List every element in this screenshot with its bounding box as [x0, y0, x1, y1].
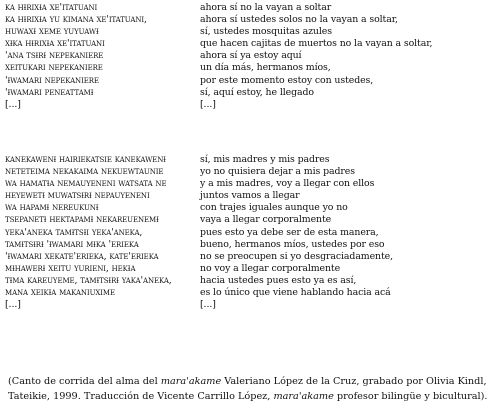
huichol-line: ka hɨrixɨa xe'itatuani — [5, 2, 98, 13]
spanish-line: ahora sí no la vayan a soltar — [200, 2, 332, 13]
huichol-line: neteteima nekakaima nekuewtaunie — [5, 166, 164, 178]
huichol-line: 'ɨwamari xekate'erieka, kate'erieka — [5, 250, 159, 262]
huichol-line: tsepanetɨ hektapamɨ nekareuenemɨ — [5, 214, 159, 226]
spanish-line: sí, aquí estoy, he llegado — [200, 86, 314, 98]
huichol-line: 'ɨwamari peneattamɨ — [5, 86, 94, 98]
spanish-line: no se preocupen si yo desgraciadamente, — [200, 250, 393, 262]
huichol-line: kanekawenɨ hairiekatsie kanekawenɨ — [5, 154, 166, 165]
huichol-line: xɨka hɨrixɨa xe'itatuani — [5, 38, 105, 50]
huichol-stanza-1 — [5, 2, 147, 111]
caption-text-2: Valeriano López de la Cruz, grabado por Olivia Kindl, Tateikie, 1999. Traducción de Vicente Carrillo López, — [8, 376, 487, 402]
spanish-line: y a mis madres, voy a llegar con ellos — [200, 178, 375, 190]
huichol-line: wa hapamɨ nereukunɨ — [5, 202, 99, 214]
spanish-line: [...] — [200, 98, 216, 110]
song-caption — [8, 375, 496, 404]
huichol-line: tamɨtsɨrɨ 'ɨwamari mɨka 'erieka — [5, 238, 139, 250]
huichol-line: xeitukari nepekaniere — [5, 62, 103, 74]
caption-text-3: profesor bilingüe y bicultural). — [333, 390, 488, 402]
spanish-line: es lo único que viene hablando hacia acá — [200, 287, 391, 299]
huichol-line: wa hamatɨa nemauyeneni watsata ne — [5, 178, 167, 190]
huichol-line: yeka'aneka tamɨtsɨi yeka'aneka, — [5, 226, 143, 238]
huichol-line: tɨma kareuyeme, tamɨtsɨrɨ yaka'aneka, — [5, 274, 172, 286]
huichol-line: ka hɨrixɨa yu kimana xe'itatuani, — [5, 14, 147, 26]
caption-term-1: mara'akame — [160, 376, 222, 387]
spanish-line: ahora sí ya estoy aquí — [200, 50, 302, 62]
spanish-stanza-2 — [200, 154, 393, 311]
spanish-line: pues esto ya debe ser de esta manera, — [200, 226, 379, 238]
huichol-line: [...] — [5, 299, 21, 311]
huichol-stanza-2 — [5, 154, 172, 311]
spanish-line: yo no quisiera dejar a mis padres — [200, 166, 355, 178]
huichol-line: huwaxɨ xeme yuyuawɨ — [5, 26, 99, 38]
huichol-line: [...] — [5, 98, 21, 110]
huichol-line: 'ana tsɨrɨ nepekaniere — [5, 50, 104, 62]
spanish-line: un día más, hermanos míos, — [200, 62, 331, 74]
spanish-line: ahora sí ustedes solos no la vayan a soltar, — [200, 14, 398, 26]
huichol-line: mɨhawerɨ xeitu yurieni, hekɨa — [5, 262, 136, 274]
spanish-line: [...] — [200, 299, 216, 311]
spanish-line: con trajes iguales aunque yo no — [200, 202, 348, 214]
spanish-line: sí, mis madres y mis padres — [200, 154, 330, 165]
huichol-line: mana xeikɨa makaniuxime — [5, 287, 116, 299]
caption-term-2: mara'akame — [273, 390, 334, 402]
spanish-line: sí, ustedes mosquitas azules — [200, 26, 332, 38]
huichol-line: heyewetɨ muwatsɨrɨ nepauyeneni — [5, 190, 150, 202]
huichol-line: 'ɨwamari nepekaniere — [5, 74, 99, 86]
spanish-line: vaya a llegar corporalmente — [200, 214, 332, 226]
spanish-line: juntos vamos a llegar — [200, 190, 300, 202]
spanish-line: no voy a llegar corporalmente — [200, 262, 341, 274]
spanish-line: por este momento estoy con ustedes, — [200, 74, 374, 86]
spanish-line: hacia ustedes pues esto ya es así, — [200, 274, 357, 286]
caption-text-1: (Canto de corrida del alma del — [8, 376, 161, 387]
spanish-line: bueno, hermanos míos, ustedes por eso — [200, 238, 385, 250]
spanish-line: que hacen cajitas de muertos no la vayan a soltar, — [200, 38, 433, 50]
spanish-stanza-1 — [200, 2, 432, 111]
